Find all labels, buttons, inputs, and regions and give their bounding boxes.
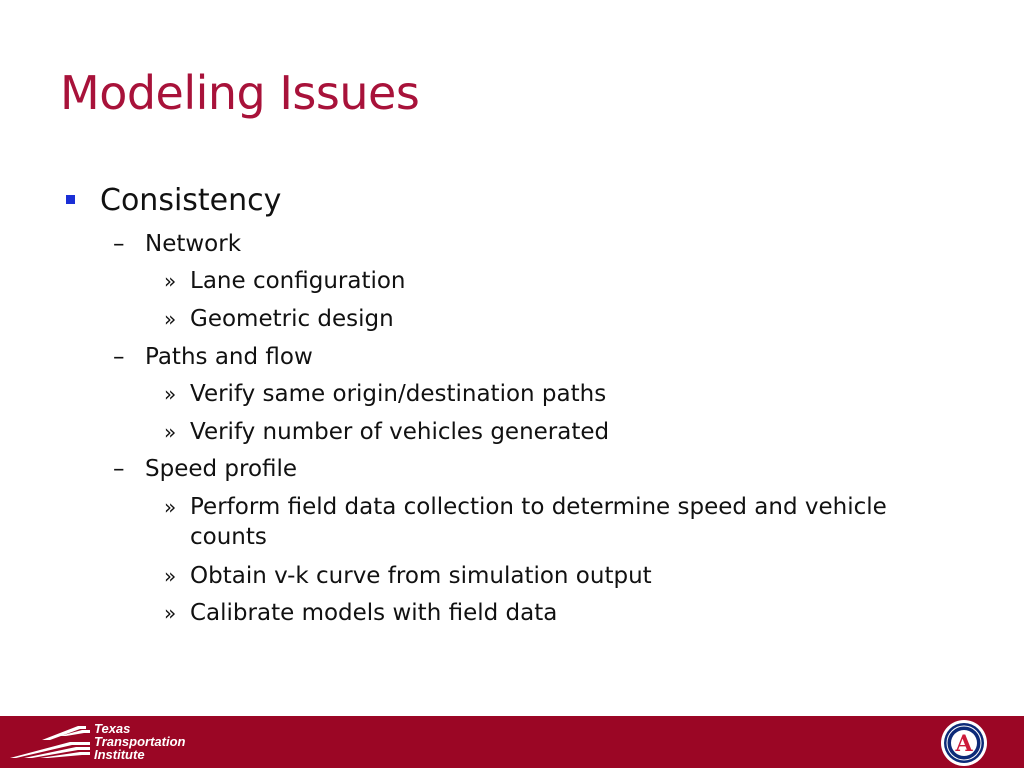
bullet-level2 — [113, 229, 242, 259]
bullet-level2 — [113, 454, 298, 484]
bullet-level3 — [164, 492, 910, 552]
bullet-text: Network — [145, 231, 242, 257]
university-seal-icon — [936, 718, 992, 768]
tti-logo-text — [94, 722, 186, 761]
chevron-bullet-icon: » — [164, 307, 177, 331]
bullet-text: Geometric design — [190, 306, 394, 332]
bullet-text: Perform field data collection to determine speed and vehicle counts — [190, 494, 887, 550]
bullet-text: Speed profile — [145, 456, 298, 482]
bullet-text: Verify number of vehicles generated — [190, 419, 610, 445]
bullet-level3 — [164, 266, 910, 296]
bullet-level2 — [113, 342, 313, 372]
seal-letter: A — [955, 731, 973, 757]
dash-bullet-icon: – — [113, 456, 125, 482]
bullet-level3 — [164, 561, 910, 591]
bullet-level3 — [164, 379, 910, 409]
bullet-level1 — [100, 183, 281, 219]
footer-band — [0, 716, 1024, 768]
bullet-level3 — [164, 598, 910, 628]
bullet-text: Calibrate models with field data — [190, 600, 558, 626]
chevron-bullet-icon: » — [164, 382, 177, 406]
bullet-level3 — [164, 417, 910, 447]
slide-title: Modeling Issues — [60, 66, 420, 120]
logo-line: Institute — [94, 747, 145, 762]
chevron-bullet-icon: » — [164, 495, 177, 519]
dash-bullet-icon: – — [113, 231, 125, 257]
chevron-bullet-icon: » — [164, 269, 177, 293]
logo-line: Texas — [94, 721, 131, 736]
bullet-text: Lane configuration — [190, 268, 406, 294]
chevron-bullet-icon: » — [164, 564, 177, 588]
dash-bullet-icon: – — [113, 344, 125, 370]
tti-stripes-logo-icon — [10, 724, 90, 760]
square-bullet-icon — [66, 195, 75, 204]
bullet-level3 — [164, 304, 910, 334]
bullet-text: Consistency — [100, 183, 282, 218]
chevron-bullet-icon: » — [164, 420, 177, 444]
bullet-text: Paths and flow — [145, 344, 313, 370]
logo-line: Transportation — [94, 734, 186, 749]
bullet-text: Obtain v-k curve from simulation output — [190, 563, 652, 589]
chevron-bullet-icon: » — [164, 601, 177, 625]
bullet-text: Verify same origin/destination paths — [190, 381, 607, 407]
